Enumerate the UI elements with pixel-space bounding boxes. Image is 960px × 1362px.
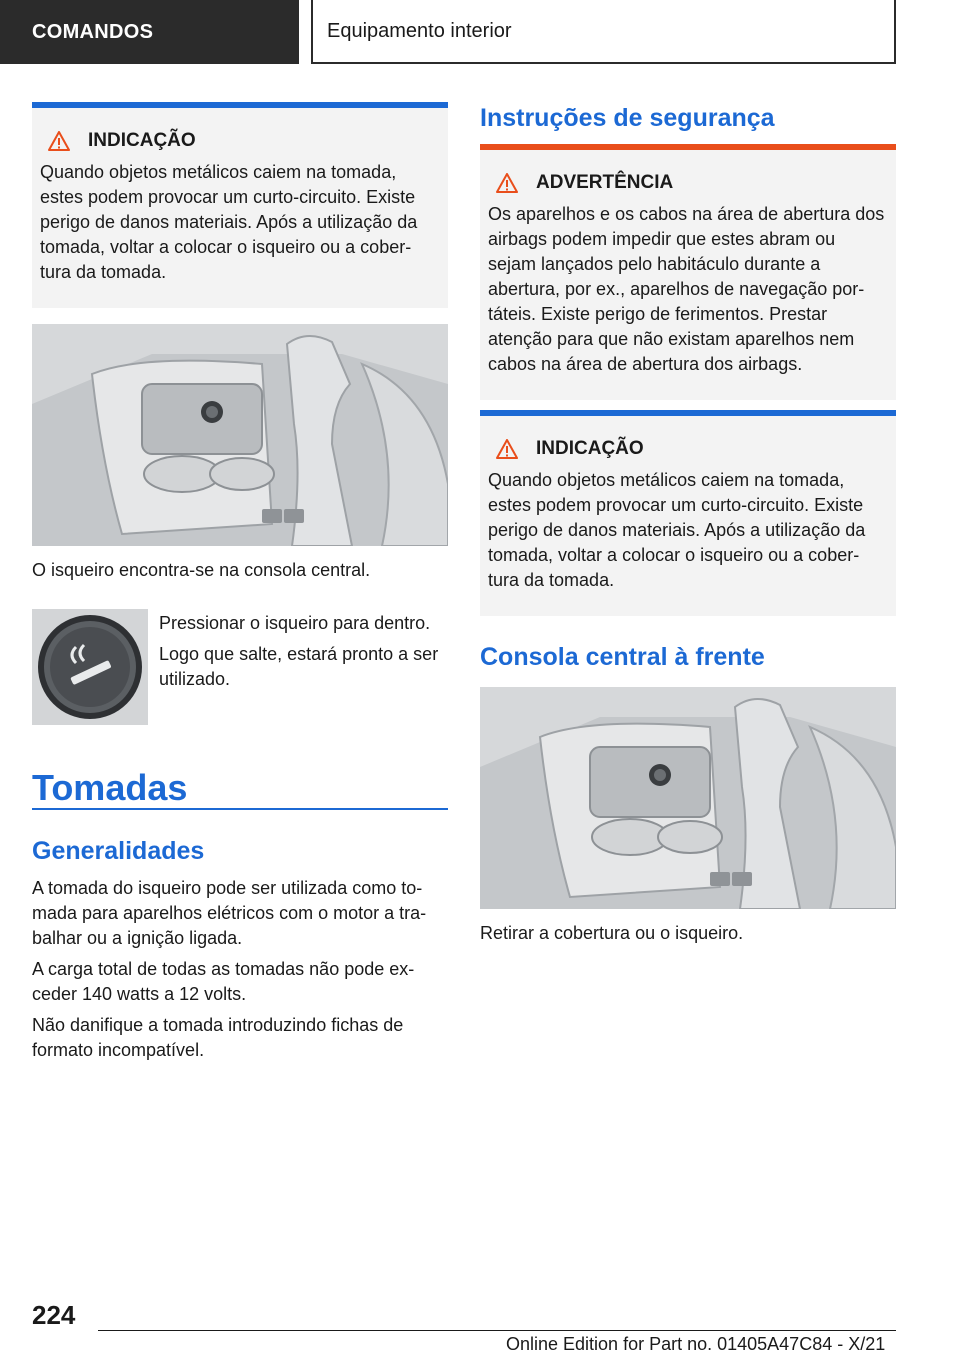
paragraph-2: A carga total de todas as tomadas não pode ex-ceder 140 watts a 12 volts.: [32, 959, 415, 1004]
notice-body: Quando objetos metálicos caiem na tomada, estes podem provocar um curto-circuito. Existe perigo de danos materiais. Após a utilização da tomada, voltar a colocar o isqueiro ou a cober-tura da tomada.: [488, 470, 866, 590]
subheading-console: Consola central à frente: [480, 643, 765, 671]
heading-rule: [32, 808, 448, 810]
notice-body: Quando objetos metálicos caiem na tomada, estes podem provocar um curto-circuito. Existe perigo de danos materiais. Após a utilização da tomada, voltar a colocar o isqueiro ou a cober-tura da tomada.: [40, 162, 418, 282]
notice-header: [40, 130, 440, 152]
center-console-photo: [32, 324, 448, 546]
notice-header: [488, 438, 888, 460]
warning-body: Os aparelhos e os cabos na área de abertura dos airbags podem impedir que estes abram ou sejam lançados pelo habitáculo durante a abertura, por ex., aparelhos de navegação por-táteis. Existe perigo de ferimentos. Prestar atenção para que não existam aparelhos nem cabos na área de abertura dos airbags.: [488, 204, 885, 374]
ready-text: Logo que salte, estará pronto a ser utilizado.: [159, 644, 439, 689]
chapter-tab: [311, 0, 896, 64]
warning-triangle-icon: [496, 173, 518, 193]
warning-header: [488, 172, 888, 194]
edition-note: Online Edition for Part no. 01405A47C84 - X/21: [506, 1334, 886, 1354]
notice-title: INDICAÇÃO: [536, 438, 644, 459]
section-title: COMANDOS: [32, 20, 154, 43]
warning-title: ADVERTÊNCIA: [536, 172, 674, 193]
paragraph-1: A tomada do isqueiro pode ser utilizada como to-mada para aparelhos elétricos com o motor a tra-balhar ou a ignição ligada.: [32, 878, 427, 948]
notice-box-left: [32, 102, 448, 308]
footer-rule: [98, 1330, 896, 1331]
notice-title: INDICAÇÃO: [88, 130, 196, 151]
chapter-title: Equipamento interior: [327, 19, 512, 42]
press-lighter-text: Pressionar o isqueiro para dentro.: [159, 613, 431, 633]
warning-triangle-icon: [496, 439, 518, 459]
page-number: 224: [32, 1300, 76, 1330]
notice-box-right: [480, 410, 896, 616]
subheading-generalidades: Generalidades: [32, 837, 205, 865]
lighter-button-photo: [32, 609, 148, 725]
photo-caption-right: Retirar a cobertura ou o isqueiro.: [480, 923, 744, 943]
section-heading-tomadas: Tomadas: [32, 767, 188, 808]
warning-box: [480, 144, 896, 400]
warning-triangle-icon: [48, 131, 70, 151]
photo-caption-left: O isqueiro encontra-se na consola central.: [32, 560, 371, 580]
front-console-photo: [480, 687, 896, 909]
paragraph-3: Não danifique a tomada introduzindo fichas de formato incompatível.: [32, 1015, 404, 1060]
section-tab: [0, 0, 299, 64]
subheading-safety: Instruções de segurança: [480, 104, 775, 132]
